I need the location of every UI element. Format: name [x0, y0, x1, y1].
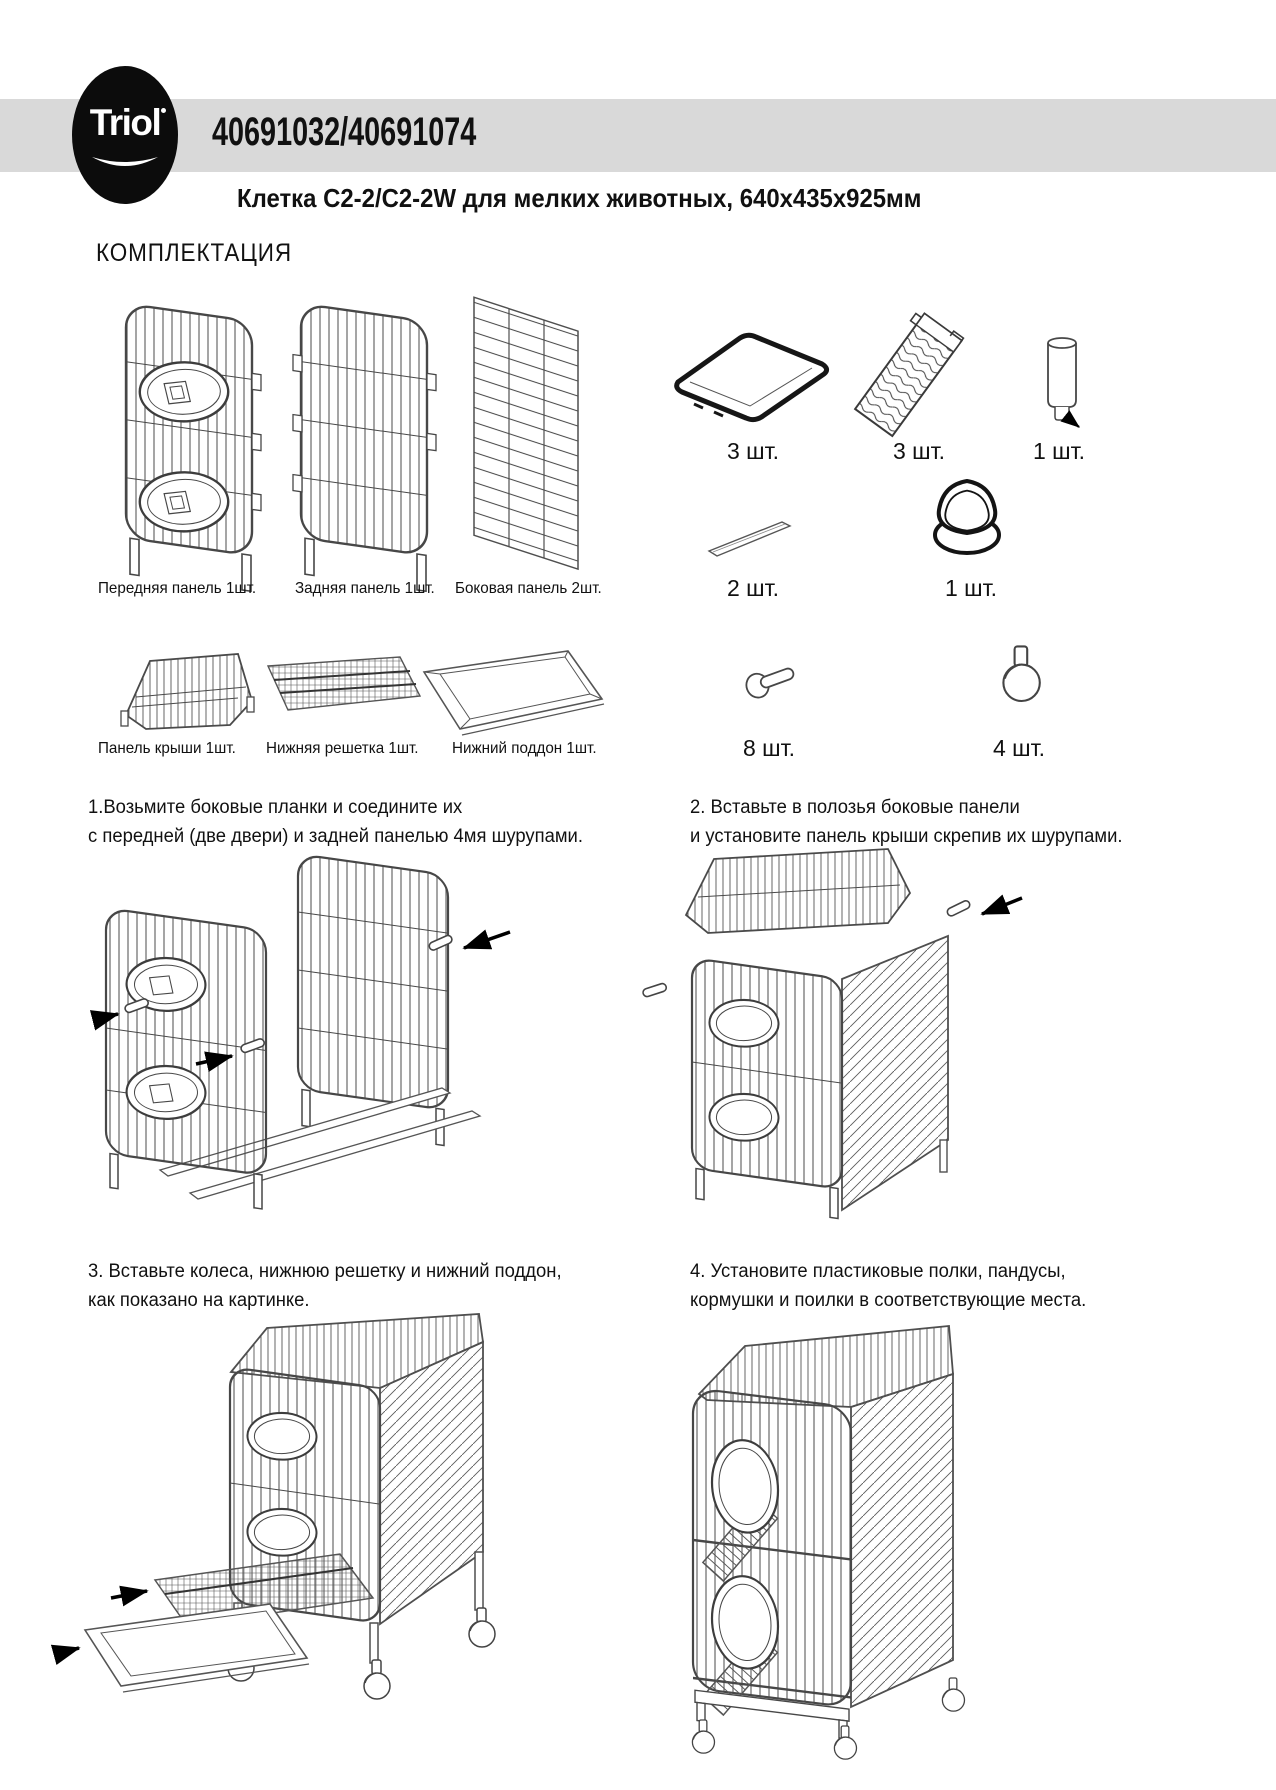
side-panel-illustration — [462, 288, 597, 583]
qty-label-screw: 8 шт. — [743, 735, 796, 761]
step3-illustration — [55, 1312, 615, 1762]
bottle-illustration — [1035, 330, 1090, 430]
step3-text — [88, 1257, 562, 1315]
step4-text-line2: кормушки и поилки в соответствующие места. — [690, 1290, 1087, 1311]
step4-text-line1: 4. Установите пластиковые полки, пандусы, — [690, 1261, 1066, 1282]
step4-illustration — [665, 1318, 1005, 1763]
logo-swoosh-icon — [88, 154, 162, 174]
ramp-illustration — [850, 315, 965, 435]
step1-illustration — [90, 848, 520, 1208]
screw-illustration — [742, 655, 800, 700]
step1-text — [88, 793, 583, 851]
step3-text-line1: 3. Вставьте колеса, нижнюю решетку и нижний поддон, — [88, 1261, 562, 1282]
qty-label-rod: 2 шт. — [727, 575, 780, 601]
product-code: 40691032/40691074 — [212, 110, 477, 154]
registered-mark-icon — [161, 108, 166, 113]
caster-illustration — [995, 645, 1047, 707]
logo-text: Triol — [89, 102, 161, 143]
step2-text-line1: 2. Вставьте в полозья боковые панели — [690, 797, 1020, 818]
part-label-bottom-grid: Нижняя решетка 1шт. — [266, 740, 419, 757]
section-title: КОМПЛЕКТАЦИЯ — [96, 239, 293, 267]
header-band — [0, 99, 1276, 172]
qty-label-bowl: 1 шт. — [945, 575, 998, 601]
bottom-grid-illustration — [252, 652, 427, 724]
front-panel-illustration — [108, 292, 273, 582]
qty-label-bottle: 1 шт. — [1033, 438, 1086, 464]
bottom-tray-illustration — [418, 642, 608, 737]
step3-text-line2: как показано на картинке. — [88, 1290, 310, 1311]
part-label-roof-panel: Панель крыши 1шт. — [98, 740, 236, 757]
screw-icon — [642, 983, 667, 998]
step1-text-line1: 1.Возьмите боковые планки и соедините их — [88, 797, 463, 818]
part-label-bottom-tray: Нижний поддон 1шт. — [452, 740, 597, 757]
step4-text — [690, 1257, 1086, 1315]
product-title: Клетка C2-2/C2-2W для мелких животных, 640х435х925мм — [237, 183, 922, 213]
part-label-front-panel: Передняя панель 1шт. — [98, 580, 257, 597]
step1-text-line2: с передней (две двери) и задней панелью 4мя шурупами. — [88, 826, 583, 847]
qty-label-ramp: 3 шт. — [893, 438, 946, 464]
back-panel-illustration — [283, 292, 448, 582]
part-label-back-panel: Задняя панель 1шт. — [295, 580, 435, 597]
shelf-illustration — [660, 320, 840, 430]
screw-icon — [946, 899, 971, 917]
part-label-side-panel: Боковая панель 2шт. — [455, 580, 602, 597]
qty-label-caster: 4 шт. — [993, 735, 1046, 761]
step2-text-line2: и установите панель крыши скрепив их шурупами. — [690, 826, 1123, 847]
rod-illustration — [705, 510, 800, 565]
roof-panel-illustration — [112, 645, 257, 735]
step2-illustration — [630, 840, 1030, 1205]
triol-logo — [72, 66, 178, 204]
qty-label-shelf: 3 шт. — [727, 438, 780, 464]
bowl-illustration — [928, 475, 1006, 565]
